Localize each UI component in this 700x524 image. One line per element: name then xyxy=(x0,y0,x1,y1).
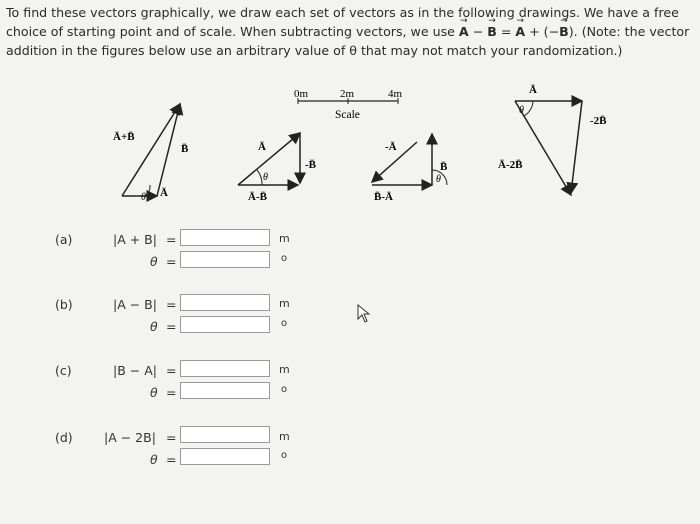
unit-label-b: m xyxy=(279,297,290,310)
equals-sign: = xyxy=(166,385,177,400)
magnitude-input-c[interactable] xyxy=(180,360,270,377)
fig4-theta-label: θ xyxy=(519,105,524,116)
scale-tick-2: 2m xyxy=(340,88,355,100)
expression-b: |A − B| xyxy=(113,297,157,312)
expression-a: |A + B| xyxy=(113,232,157,247)
equals-sign: = xyxy=(166,254,177,269)
angle-input-d[interactable] xyxy=(180,448,270,465)
angle-input-a[interactable] xyxy=(180,251,270,268)
question-label-b: (b) xyxy=(55,297,73,312)
scale-label: Scale xyxy=(335,109,360,121)
fig4-minus-2b-label: -2B̄ xyxy=(590,115,607,127)
figure-a-plus-b xyxy=(113,104,189,203)
unit-label-a: m xyxy=(279,232,290,245)
theta-label-d: θ xyxy=(150,452,158,467)
degree-label-b: o xyxy=(281,318,288,329)
equals-sign: = xyxy=(166,297,177,312)
fig2-a-label: Ā xyxy=(258,141,266,153)
fig3-diff-label: B̄-Ā xyxy=(374,191,393,203)
fig4-diff-label: Ā-2B̄ xyxy=(498,159,523,171)
fig1-b-label: B̄ xyxy=(181,143,189,155)
fig1-sum-label: Ā+B̄ xyxy=(113,131,135,143)
figure-b-minus-a xyxy=(372,134,448,203)
scale-tick-0: 0m xyxy=(294,88,309,100)
figure-a-minus-2b xyxy=(498,84,607,195)
unit-label-c: m xyxy=(279,363,290,376)
fig2-minus-b-label: -B̄ xyxy=(305,159,316,171)
fig1-a-label: Ā xyxy=(160,187,168,199)
equals-sign: = xyxy=(166,452,177,467)
fig3-b-label: B̄ xyxy=(440,161,448,173)
scale-bar xyxy=(294,88,403,121)
angle-input-c[interactable] xyxy=(180,382,270,399)
degree-label-d: o xyxy=(281,450,288,461)
magnitude-input-b[interactable] xyxy=(180,294,270,311)
equals-sign: = xyxy=(166,430,177,445)
equals-sign: = xyxy=(166,319,177,334)
degree-label-c: o xyxy=(281,384,288,395)
fig4-a-label: Ā xyxy=(529,84,537,96)
unit-label-d: m xyxy=(279,430,290,443)
angle-input-b[interactable] xyxy=(180,316,270,333)
expression-d: |A − 2B| xyxy=(104,430,156,445)
fig3-theta-label: θ xyxy=(436,174,441,185)
mouse-cursor-icon xyxy=(356,304,372,324)
question-label-d: (d) xyxy=(55,430,73,445)
equals-sign: = xyxy=(166,363,177,378)
question-label-a: (a) xyxy=(55,232,73,247)
fig2-theta-label: θ xyxy=(263,172,268,183)
fig1-theta-label: θ xyxy=(141,192,146,203)
instructions-text: To find these vectors graphically, we draw each set of vectors as in the following drawings. We have a free choice of starting point and of scale. When subtracting vectors, we use → A − → B = → A + (−→ B). (Note: the vector addition in the figures below use an arbitrary value of θ that may not match your randomization.) xyxy=(6,3,694,60)
theta-label-a: θ xyxy=(150,254,158,269)
theta-label-b: θ xyxy=(150,319,158,334)
degree-label-a: o xyxy=(281,253,288,264)
magnitude-input-d[interactable] xyxy=(180,426,270,443)
equals-sign: = xyxy=(166,232,177,247)
theta-label-c: θ xyxy=(150,385,158,400)
vector-figures xyxy=(0,0,700,230)
magnitude-input-a[interactable] xyxy=(180,229,270,246)
scale-tick-4: 4m xyxy=(388,88,403,100)
fig3-minus-a-label: -Ā xyxy=(385,141,397,153)
question-label-c: (c) xyxy=(55,363,72,378)
fig2-diff-label: Ā-B̄ xyxy=(248,191,267,203)
figure-a-minus-b xyxy=(238,133,317,203)
expression-c: |B − A| xyxy=(113,363,157,378)
